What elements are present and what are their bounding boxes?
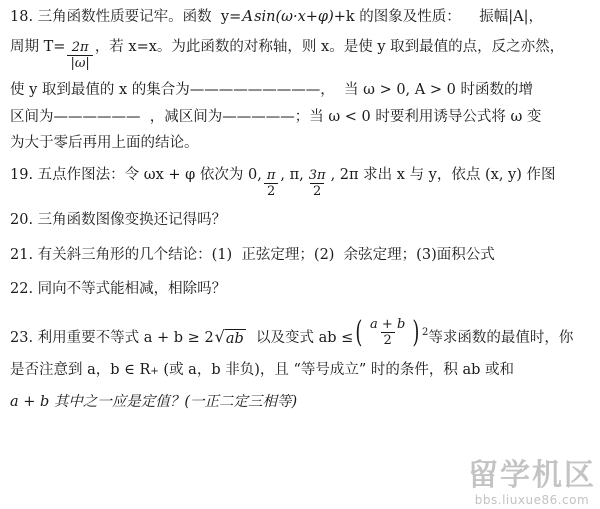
watermark-url: bbs.liuxue86.com [474,493,590,507]
text-run: |A|， [508,9,543,25]
text-run: a + b 其中之一应是定值？(一正二定三相等) [10,393,298,410]
watermark-text: 留学机区 [468,458,596,493]
text-run: +k 的图象及性质： 振幅 [333,9,509,25]
text-run: 23. 利用重要不等式 a + b ≥ 2 [10,329,214,346]
text-run: 区间为—————— ，减区间为—————；当 ω < 0 时要利用诱导公式将 ω 变 [10,109,542,126]
fraction-numerator: 2π [71,39,89,55]
text-run: 等求函数的最值时，你 [428,329,574,346]
line-21-1 [10,246,590,266]
text-run: 20. 三角函数图像变换还记得吗？ [10,211,227,228]
text-run: 以及变式 ab ≤ [246,329,354,346]
line-20-1 [10,211,590,231]
exponent: 2 [422,326,429,338]
text-run: 19. 五点作图法：令 ωx + φ 依次为 0, [10,166,262,183]
superscript-plus: + [150,366,159,378]
math-var-A: A [242,7,254,25]
line-23-2 [10,361,590,381]
question-19 [10,166,590,199]
fraction-3pi-over-2 [306,169,329,199]
fraction-numerator: 3π [308,167,326,183]
question-23 [10,314,590,413]
math-arg-group: (ω·x+φ) [275,9,334,25]
text-run: 22. 同向不等式能相减，相除吗？ [10,280,227,297]
text-run: 18. 三角函数性质要记牢。函数 y= [10,9,242,25]
text-run: 使 y 取到最值的 x 的集合为—————————， 当 ω > 0, A > 0 时函数的增 [10,81,533,98]
question-18 [10,6,590,154]
line-18-5 [10,134,590,154]
text-run: 是否注意到 a，b ∈ R [10,362,151,379]
right-paren: ) [412,314,420,350]
text-run: 21. 有关斜三角形的几个结论：(1) 正弦定理；(2) 余弦定理；(3)面积公式 [10,247,495,264]
line-19-1 [10,166,590,199]
text-run: 为大于零后再用上面的结论。 [10,134,199,151]
question-22 [10,280,590,300]
fraction-2pi-over-abs-omega [67,41,92,71]
fraction-pi-over-2 [264,169,279,199]
line-22-1 [10,280,590,300]
math-func-sin: sin [254,9,276,25]
fraction-denominator: 2 [381,332,395,348]
text-run: 周期 T= [10,38,66,55]
fraction-numerator: a + b [370,316,406,332]
question-21 [10,246,590,266]
line-18-4 [10,108,590,128]
watermark [468,458,596,507]
text-run: , 2π 求出 x 与 y，依点 (x, y) 作图 [330,166,556,183]
radical-sign: √ [214,326,225,346]
line-18-3 [10,81,590,101]
fraction-denominator: 2 [310,183,324,199]
fraction-denominator: 2 [264,183,278,199]
text-run: ，若 x=x。为此函数的对称轴，则 x。是使 y 取到最值的点，反之亦然， [94,38,565,55]
fraction-numerator: π [266,167,276,183]
text-run: , π, [280,166,304,183]
left-paren: ( [355,314,363,350]
square-root-ab [214,326,246,350]
big-parenthesis-group [353,314,429,350]
radical-argument: ab [225,329,246,350]
line-23-3 [10,393,590,413]
question-20 [10,211,590,231]
text-run: (或 a，b 非负)，且 “等号成立” 时的条件，积 ab 或和 [158,362,515,379]
line-18-1 [10,6,590,28]
line-18-2 [10,38,590,71]
fraction-denominator: |ω| [67,55,92,71]
fraction-a-plus-b-over-2 [367,318,408,348]
line-23-1 [10,314,590,350]
